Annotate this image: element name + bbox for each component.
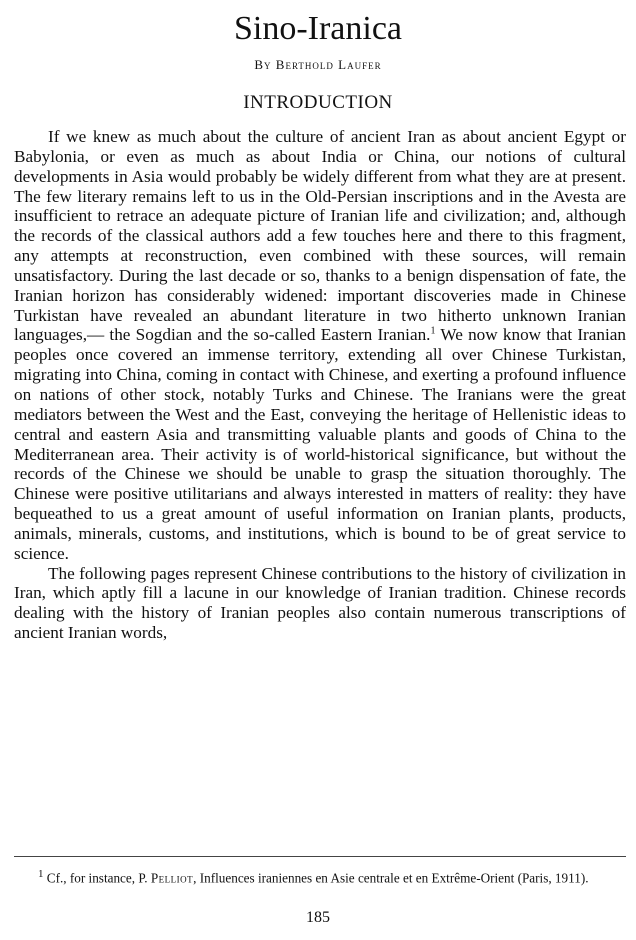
article-title: Sino-Iranica [233, 10, 403, 47]
footnote-divider [14, 856, 626, 857]
body-text [14, 127, 626, 643]
page-number: 185 [306, 909, 330, 926]
byline [0, 57, 636, 73]
footnote-author: Pelliot [150, 870, 194, 886]
footnote-reference: 1 [430, 325, 436, 337]
footnote-text: Cf., for instance, P. [43, 870, 151, 886]
footnote-text: , Influences iraniennes en Asie centrale et en Extrême-Orient (Paris, 1911). [193, 870, 589, 886]
byline-prefix: By [254, 57, 272, 72]
author-name: Berthold Laufer [275, 57, 382, 72]
paragraph [14, 564, 626, 643]
paragraph-text: We now know that Iranian peoples once covered an immense territory, extending all over Chinese Turkistan, migrating into China, coming in contact with Chinese, and exerting a profound influence on nations of other stock, notably Turks and Chinese. The Iranians were the great mediators between the West and the East, conveying the heritage of Hellenistic ideas to central and eastern Asia and transmitting valuable plants and goods of China to the Mediterranean area. Their activity is of world-historical significance, but without the records of the Chinese we should be unable to grasp the situation thoroughly. The Chinese were positive utilitarians and always interested in matters of reality: they have bequeathed to us a great amount of useful information on Iranian plants, products, animals, minerals, customs, and institutions, which is bound to be of great service to science. [14, 325, 626, 563]
paragraph-text: The following pages represent Chinese contributions to the history of civilization in Iran, which aptly fill a lacune in our knowledge of Iranian tradition. Chinese records dealing with the history of Iranian peoples also contain numerous transcriptions of ancient Iranian words, [14, 563, 626, 643]
paragraph-text: If we knew as much about the culture of ancient Iran as about ancient Egypt or Babylonia, or even as much as about India or China, our notions of cultural developments in Asia would probably be widely different from what they are at present. The few literary remains left to us in the Old-Persian inscriptions and in the Avesta are insufficient to retrace an adequate picture of Iranian life and civilization; and, although the records of the classical authors add a few touches here and there to this fragment, any attempts at reconstruction, even combined with these sources, will remain unsatisfactory. During the last decade or so, thanks to a benign dispensation of fate, the Iranian horizon has considerably widened: important discoveries made in Chinese Turkistan have revealed an abundant literature in two hitherto unknown Iranian languages,— the Sogdian and the so-called Eastern Iranian. [14, 127, 626, 345]
footnote-marker: 1 [38, 868, 44, 880]
footnote [14, 866, 626, 886]
section-heading: INTRODUCTION [243, 92, 393, 113]
paragraph [14, 127, 626, 564]
